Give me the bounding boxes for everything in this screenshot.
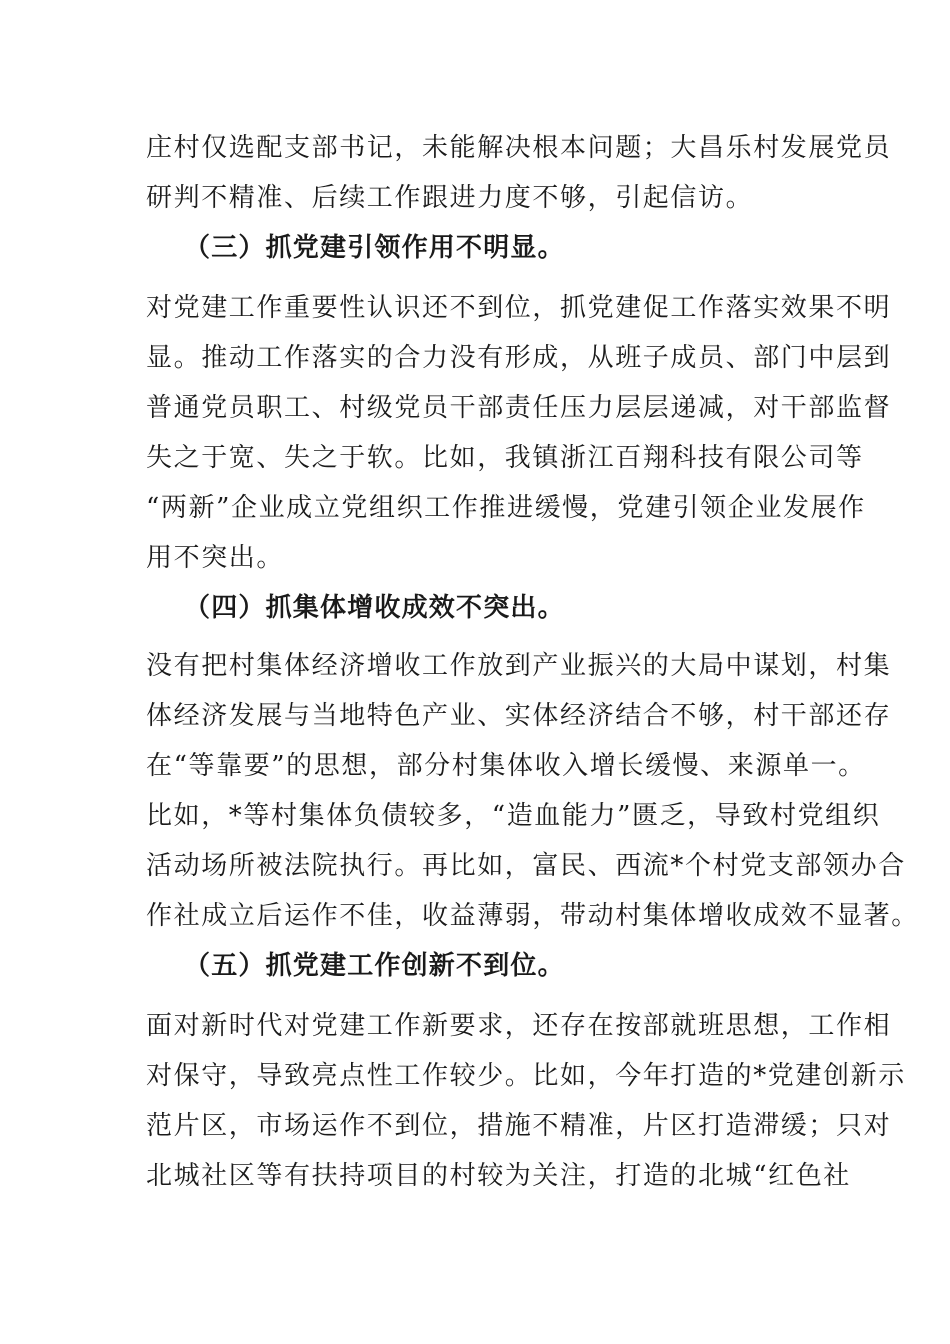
paragraph-line: 作社成立后运作不佳，收益薄弱，带动村集体增收成效不显著。 (146, 901, 919, 931)
section-heading-5: （五）抓党建工作创新不到位。 (184, 951, 565, 981)
paragraph-line: 研判不精准、后续工作跟进力度不够，引起信访。 (146, 183, 754, 213)
paragraph-line: 用不突出。 (146, 543, 285, 573)
paragraph-line: 比如，*等村集体负债较多，“造血能力”匮乏，导致村党组织 (146, 801, 881, 831)
paragraph-line: 没有把村集体经济增收工作放到产业振兴的大局中谋划，村集 (146, 651, 892, 681)
paragraph-line: 在“等靠要”的思想，部分村集体收入增长缓慢、来源单一。 (146, 751, 866, 781)
paragraph-line: 对党建工作重要性认识还不到位，抓党建促工作落实效果不明 (146, 293, 892, 323)
paragraph-line: 失之于宽、失之于软。比如，我镇浙江百翔科技有限公司等 (146, 443, 864, 473)
paragraph-line: 体经济发展与当地特色产业、实体经济结合不够，村干部还存 (146, 701, 892, 731)
section-heading-3: （三）抓党建引领作用不明显。 (184, 233, 565, 263)
paragraph-line: 普通党员职工、村级党员干部责任压力层层递减，对干部监督 (146, 393, 892, 423)
paragraph-line: 范片区，市场运作不到位，措施不精准，片区打造滞缓；只对 (146, 1111, 892, 1141)
paragraph-line: 面对新时代对党建工作新要求，还存在按部就班思想，工作相 (146, 1011, 892, 1041)
paragraph-line: 庄村仅选配支部书记，未能解决根本问题；大昌乐村发展党员 (146, 133, 892, 163)
paragraph-line: 对保守，导致亮点性工作较少。比如，今年打造的*党建创新示 (146, 1061, 906, 1091)
paragraph-line: “两新”企业成立党组织工作推进缓慢，党建引领企业发展作 (146, 493, 866, 523)
paragraph-line: 北城社区等有扶持项目的村较为关注，打造的北城“红色社 (146, 1161, 851, 1191)
paragraph-line: 显。推动工作落实的合力没有形成，从班子成员、部门中层到 (146, 343, 892, 373)
paragraph-line: 活动场所被法院执行。再比如，富民、西流*个村党支部领办合 (146, 851, 906, 881)
section-heading-4: （四）抓集体增收成效不突出。 (184, 593, 565, 623)
